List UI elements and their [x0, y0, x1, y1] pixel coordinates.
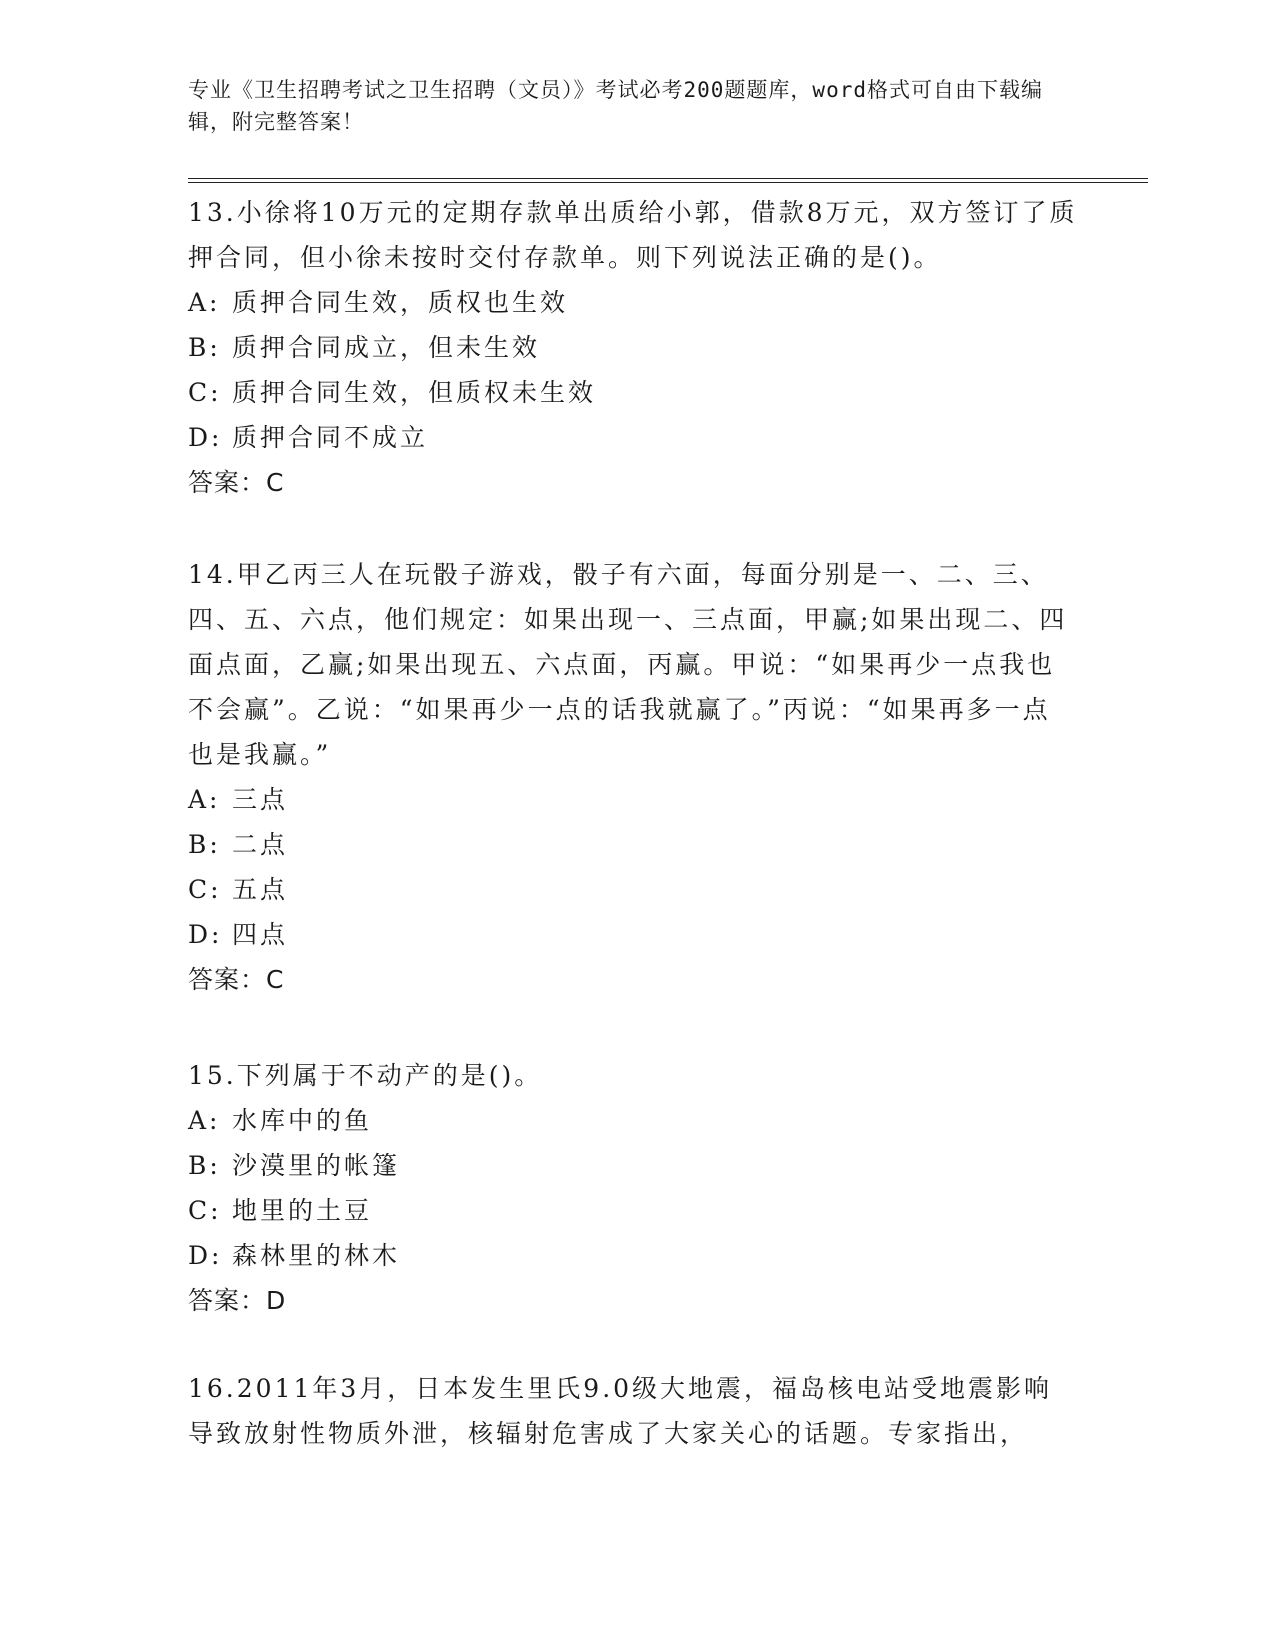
- option-text: 质押合同生效，质权也生效: [232, 288, 569, 317]
- option-text: 沙漠里的帐篷: [232, 1151, 401, 1180]
- question-13: [188, 190, 1078, 505]
- header-double-rule: [188, 178, 1148, 183]
- option-a: [188, 1098, 1078, 1143]
- option-key: D:: [188, 1241, 223, 1270]
- option-key: C:: [188, 875, 222, 904]
- option-c: [188, 1188, 1078, 1233]
- option-text: 森林里的林木: [232, 1241, 401, 1270]
- answer-line: 答案：C: [188, 468, 285, 497]
- document-header: 专业《卫生招聘考试之卫生招聘（文员）》考试必考200题题库，word格式可自由下载编辑，附完整答案！: [188, 78, 1043, 134]
- option-key: A:: [188, 1106, 221, 1135]
- option-text: 质押合同生效，但质权未生效: [232, 378, 597, 407]
- answer-line: 答案：C: [188, 965, 285, 994]
- question-14: [188, 552, 1078, 1002]
- option-key: C:: [188, 378, 222, 407]
- option-a: [188, 777, 1078, 822]
- option-b: [188, 1143, 1078, 1188]
- answer-line: 答案：D: [188, 1286, 287, 1315]
- question-stem: 14.甲乙丙三人在玩骰子游戏，骰子有六面，每面分别是一、二、三、四、五、六点，他们规定：如果出现一、三点面，甲赢;如果出现二、四面点面，乙赢;如果出现五、六点面，丙赢。甲说：“如果再少一点我也不会赢”。乙说：“如果再少一点的话我就赢了。”丙说：“如果再多一点也是我赢。”: [188, 560, 1068, 769]
- question-stem: 16.2011年3月，日本发生里氏9.0级大地震，福岛核电站受地震影响导致放射性物质外泄，核辐射危害成了大家关心的话题。专家指出，: [188, 1374, 1053, 1448]
- option-key: B:: [188, 830, 221, 859]
- option-text: 质押合同不成立: [232, 423, 429, 452]
- option-key: B:: [188, 1151, 221, 1180]
- question-15: [188, 1053, 1078, 1323]
- option-d: [188, 415, 1078, 460]
- option-text: 质押合同成立，但未生效: [232, 333, 541, 362]
- option-text: 三点: [232, 785, 289, 814]
- question-16: [188, 1366, 1078, 1456]
- option-text: 二点: [232, 830, 289, 859]
- option-key: A:: [188, 288, 221, 317]
- option-b: [188, 822, 1078, 867]
- option-c: [188, 370, 1078, 415]
- question-stem: 15.下列属于不动产的是()。: [188, 1061, 543, 1090]
- option-a: [188, 280, 1078, 325]
- option-key: C:: [188, 1196, 222, 1225]
- option-key: D:: [188, 423, 223, 452]
- option-text: 地里的土豆: [232, 1196, 373, 1225]
- option-key: B:: [188, 333, 221, 362]
- option-text: 水库中的鱼: [232, 1106, 373, 1135]
- option-key: A:: [188, 785, 221, 814]
- option-text: 四点: [232, 920, 289, 949]
- question-stem: 13.小徐将10万元的定期存款单出质给小郭，借款8万元，双方签订了质押合同，但小徐未按时交付存款单。则下列说法正确的是()。: [188, 198, 1078, 272]
- option-d: [188, 1233, 1078, 1278]
- option-key: D:: [188, 920, 223, 949]
- option-d: [188, 912, 1078, 957]
- option-text: 五点: [232, 875, 289, 904]
- option-c: [188, 867, 1078, 912]
- option-b: [188, 325, 1078, 370]
